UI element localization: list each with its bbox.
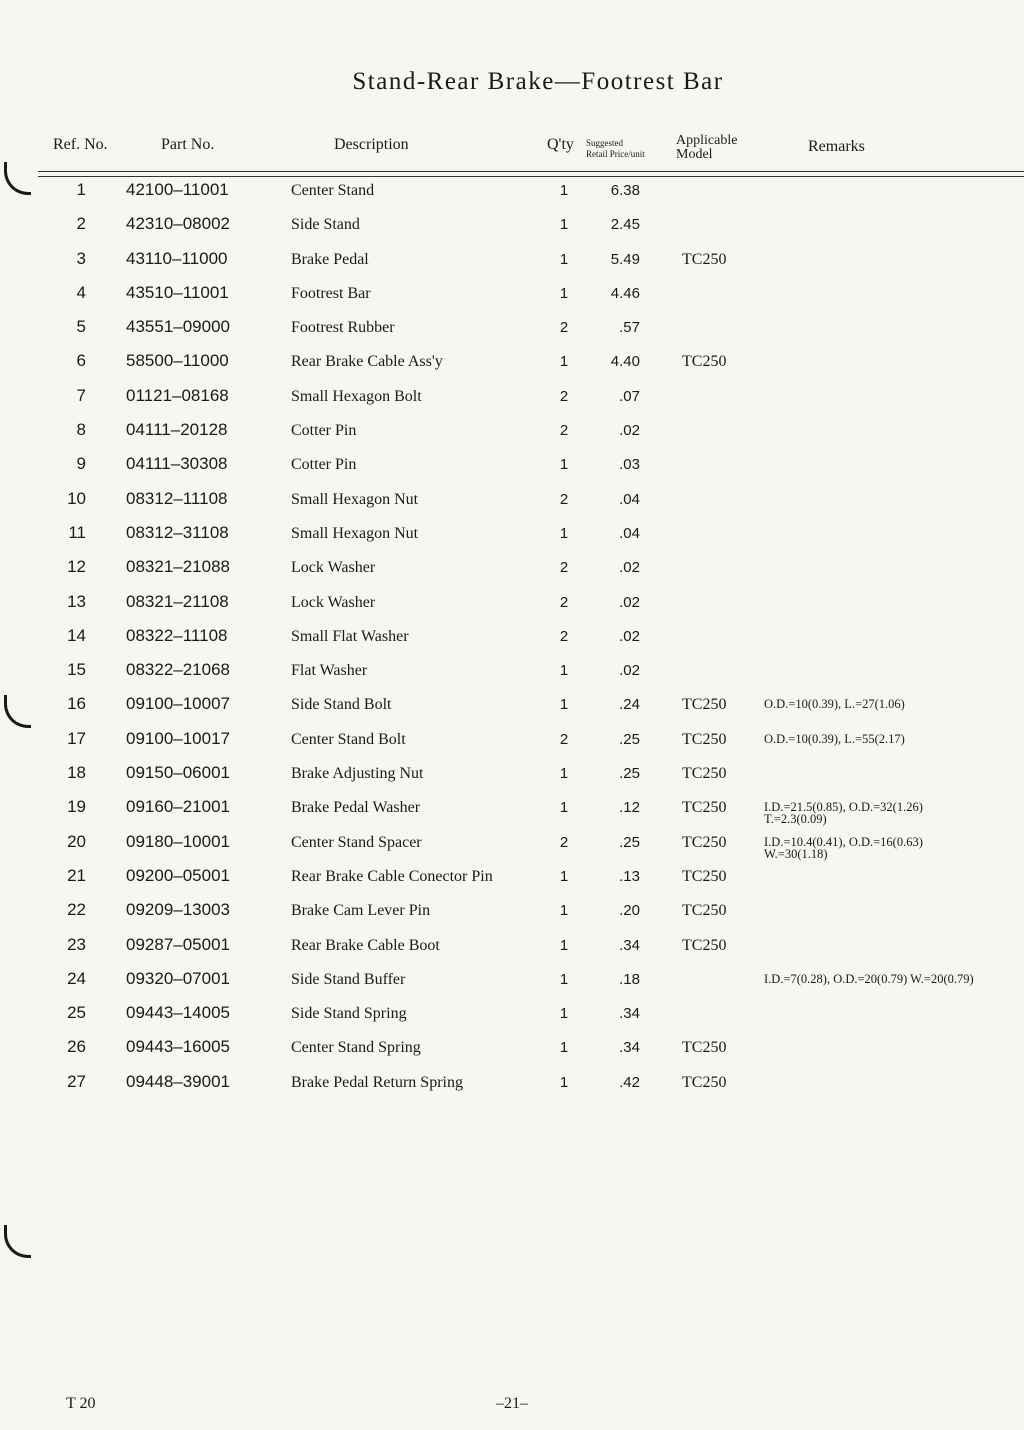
qty-cell: 1 xyxy=(559,1073,569,1091)
ref-no-cell: 3 xyxy=(76,248,86,268)
remarks-cell: O.D.=10(0.39), L.=27(1.06) xyxy=(764,697,905,712)
part-no-cell: 09448–39001 xyxy=(126,1071,231,1091)
model-cell: TC250 xyxy=(682,765,727,783)
ref-no-cell: 15 xyxy=(67,660,86,680)
table-row xyxy=(0,450,1024,484)
table-row xyxy=(0,1033,1024,1067)
ref-no-cell: 8 xyxy=(76,420,86,440)
ref-no-cell: 20 xyxy=(67,831,86,851)
qty-cell: 1 xyxy=(559,456,569,474)
description-cell: Side Stand Spring xyxy=(291,1005,407,1023)
model-cell: TC250 xyxy=(682,833,727,851)
price-cell: .02 xyxy=(619,559,640,577)
remarks-cell: O.D.=10(0.39), L.=55(2.17) xyxy=(764,731,905,746)
description-cell: Lock Washer xyxy=(291,593,376,611)
page-title: Stand-Rear Brake—Footrest Bar xyxy=(352,68,724,95)
ref-no-cell: 7 xyxy=(76,385,86,405)
ref-no-cell: 6 xyxy=(76,351,86,371)
description-cell: Small Hexagon Nut xyxy=(291,524,419,542)
qty-cell: 2 xyxy=(559,730,569,748)
description-cell: Side Stand xyxy=(291,216,360,234)
price-cell: .24 xyxy=(619,696,640,714)
model-cell: TC250 xyxy=(682,902,727,920)
description-cell: Flat Washer xyxy=(291,662,368,680)
qty-cell: 1 xyxy=(559,902,569,920)
qty-cell: 1 xyxy=(559,250,569,268)
table-row xyxy=(0,828,1024,862)
description-cell: Brake Cam Lever Pin xyxy=(291,902,431,920)
table-row xyxy=(0,519,1024,553)
ref-no-cell: 2 xyxy=(76,214,86,234)
part-no-cell: 09320–07001 xyxy=(126,968,231,988)
description-cell: Center Stand xyxy=(291,182,375,199)
table-row xyxy=(0,793,1024,827)
price-cell: .25 xyxy=(619,765,640,783)
model-cell: TC250 xyxy=(682,1039,727,1057)
ref-no-cell: 4 xyxy=(76,282,86,302)
part-no-cell: 08322–21068 xyxy=(126,660,231,680)
ref-no-cell: 18 xyxy=(67,763,86,783)
part-no-cell: 43110–11000 xyxy=(126,248,228,268)
table-row xyxy=(0,588,1024,622)
ref-no-cell: 26 xyxy=(67,1037,86,1057)
price-cell: .18 xyxy=(619,970,640,988)
ref-no-cell: 13 xyxy=(67,591,86,611)
model-cell: TC250 xyxy=(682,730,727,748)
qty-cell: 2 xyxy=(559,319,569,337)
price-cell: .20 xyxy=(619,902,640,920)
description-cell: Footrest Rubber xyxy=(291,319,395,337)
header-price-line2: Retail Price/unit xyxy=(586,149,645,159)
price-cell: .34 xyxy=(619,1039,640,1057)
model-cell: TC250 xyxy=(682,1073,727,1091)
qty-cell: 1 xyxy=(559,970,569,988)
part-no-cell: 09180–10001 xyxy=(126,831,231,851)
ref-no-cell: 23 xyxy=(67,934,86,954)
description-cell: Center Stand Spring xyxy=(291,1039,421,1057)
qty-cell: 1 xyxy=(559,1039,569,1057)
parts-table xyxy=(0,176,1024,1102)
table-row xyxy=(0,1068,1024,1102)
header-price-line1: Suggested xyxy=(586,138,623,148)
table-row xyxy=(0,313,1024,347)
part-no-cell: 09443–14005 xyxy=(126,1003,231,1023)
qty-cell: 1 xyxy=(559,216,569,234)
model-cell: TC250 xyxy=(682,799,727,817)
price-cell: .57 xyxy=(619,319,640,337)
part-no-cell: 08321–21108 xyxy=(126,591,229,611)
part-no-cell: 09150–06001 xyxy=(126,763,231,783)
description-cell: Lock Washer xyxy=(291,559,376,577)
ref-no-cell: 14 xyxy=(67,625,86,645)
qty-cell: 2 xyxy=(559,559,569,577)
price-cell: .12 xyxy=(619,799,640,817)
header-rule xyxy=(38,171,1024,172)
table-row xyxy=(0,210,1024,244)
ref-no-cell: 5 xyxy=(76,317,86,337)
price-cell: .34 xyxy=(619,936,640,954)
description-cell: Cotter Pin xyxy=(291,456,357,474)
page-number: –21– xyxy=(496,1395,528,1412)
part-no-cell: 58500–11000 xyxy=(126,351,229,371)
table-row xyxy=(0,896,1024,930)
ref-no-cell: 9 xyxy=(76,454,86,474)
description-cell: Rear Brake Cable Ass'y xyxy=(291,353,443,371)
price-cell: 5.49 xyxy=(610,250,640,268)
model-cell: TC250 xyxy=(682,867,727,885)
table-row xyxy=(0,862,1024,896)
price-cell: .34 xyxy=(619,1005,640,1023)
ref-no-cell: 25 xyxy=(67,1003,86,1023)
table-row xyxy=(0,279,1024,313)
ref-no-cell: 16 xyxy=(67,694,86,714)
footer-code: T 20 xyxy=(66,1395,96,1412)
ref-no-cell: 21 xyxy=(67,865,86,885)
price-cell: .25 xyxy=(619,833,640,851)
table-row xyxy=(0,416,1024,450)
table-row xyxy=(0,931,1024,965)
price-cell: 4.46 xyxy=(610,284,640,302)
part-no-cell: 08312–11108 xyxy=(126,488,228,508)
description-cell: Side Stand Buffer xyxy=(291,970,406,988)
remarks-cell: I.D.=10.4(0.41), O.D.=16(0.63) W.=30(1.18) xyxy=(764,834,923,861)
description-cell: Center Stand Spacer xyxy=(291,833,422,851)
part-no-cell: 04111–20128 xyxy=(126,420,228,440)
part-no-cell: 42310–08002 xyxy=(126,214,231,234)
description-cell: Brake Pedal xyxy=(291,250,369,268)
price-cell: 6.38 xyxy=(610,182,640,199)
ref-no-cell: 12 xyxy=(67,557,86,577)
description-cell: Cotter Pin xyxy=(291,422,357,440)
table-row xyxy=(0,347,1024,381)
part-no-cell: 43510–11001 xyxy=(126,282,229,302)
ref-no-cell: 24 xyxy=(67,968,86,988)
part-no-cell: 04111–30308 xyxy=(126,454,228,474)
qty-cell: 1 xyxy=(559,284,569,302)
description-cell: Brake Adjusting Nut xyxy=(291,765,424,783)
header-part-no: Part No. xyxy=(161,136,215,153)
table-row xyxy=(0,965,1024,999)
table-row xyxy=(0,690,1024,724)
price-cell: .02 xyxy=(619,627,640,645)
qty-cell: 1 xyxy=(559,696,569,714)
qty-cell: 1 xyxy=(559,662,569,680)
table-row xyxy=(0,759,1024,793)
description-cell: Small Hexagon Nut xyxy=(291,490,419,508)
price-cell: .04 xyxy=(619,490,640,508)
description-cell: Rear Brake Cable Conector Pin xyxy=(291,867,493,885)
price-cell: .04 xyxy=(619,524,640,542)
qty-cell: 2 xyxy=(559,833,569,851)
description-cell: Brake Pedal Return Spring xyxy=(291,1073,463,1091)
remarks-cell: I.D.=21.5(0.85), O.D.=32(1.26) T.=2.3(0.09) xyxy=(764,800,923,827)
qty-cell: 2 xyxy=(559,387,569,405)
table-row xyxy=(0,656,1024,690)
model-cell: TC250 xyxy=(682,353,727,371)
table-row xyxy=(0,245,1024,279)
table-row xyxy=(0,999,1024,1033)
description-cell: Rear Brake Cable Boot xyxy=(291,936,440,954)
part-no-cell: 08322–11108 xyxy=(126,625,228,645)
ref-no-cell: 22 xyxy=(67,900,86,920)
header-remarks: Remarks xyxy=(808,138,865,155)
part-no-cell: 42100–11001 xyxy=(126,180,229,199)
qty-cell: 1 xyxy=(559,182,569,199)
table-row xyxy=(0,176,1024,210)
part-no-cell: 08321–21088 xyxy=(126,557,231,577)
qty-cell: 2 xyxy=(559,593,569,611)
ref-no-cell: 19 xyxy=(67,797,86,817)
qty-cell: 1 xyxy=(559,765,569,783)
price-cell: .13 xyxy=(619,867,640,885)
table-row xyxy=(0,553,1024,587)
part-no-cell: 43551–09000 xyxy=(126,317,231,337)
header-qty: Q'ty xyxy=(547,136,574,153)
ref-no-cell: 1 xyxy=(76,180,86,199)
qty-cell: 1 xyxy=(559,524,569,542)
qty-cell: 2 xyxy=(559,627,569,645)
remarks-cell: I.D.=7(0.28), O.D.=20(0.79) W.=20(0.79) xyxy=(764,971,974,986)
part-no-cell: 09200–05001 xyxy=(126,865,231,885)
price-cell: .42 xyxy=(619,1073,640,1091)
price-cell: .02 xyxy=(619,662,640,680)
description-cell: Small Hexagon Bolt xyxy=(291,387,422,405)
ref-no-cell: 27 xyxy=(67,1071,86,1091)
description-cell: Side Stand Bolt xyxy=(291,696,392,714)
description-cell: Center Stand Bolt xyxy=(291,730,406,748)
part-no-cell: 09209–13003 xyxy=(126,900,231,920)
description-cell: Small Flat Washer xyxy=(291,627,409,645)
price-cell: .02 xyxy=(619,593,640,611)
part-no-cell: 09443–16005 xyxy=(126,1037,231,1057)
table-row xyxy=(0,485,1024,519)
header-description: Description xyxy=(334,136,409,153)
header-applicable-line2: Model xyxy=(676,147,713,162)
qty-cell: 1 xyxy=(559,1005,569,1023)
price-cell: .07 xyxy=(619,387,640,405)
model-cell: TC250 xyxy=(682,696,727,714)
qty-cell: 1 xyxy=(559,867,569,885)
binder-hole-mark xyxy=(4,1225,31,1258)
part-no-cell: 09287–05001 xyxy=(126,934,231,954)
ref-no-cell: 11 xyxy=(68,522,86,542)
ref-no-cell: 10 xyxy=(67,488,86,508)
price-cell: .02 xyxy=(619,422,640,440)
table-row xyxy=(0,622,1024,656)
model-cell: TC250 xyxy=(682,250,727,268)
table-row xyxy=(0,382,1024,416)
part-no-cell: 09160–21001 xyxy=(126,797,231,817)
price-cell: 4.40 xyxy=(610,353,640,371)
qty-cell: 1 xyxy=(559,799,569,817)
header-applicable-line1: Applicable xyxy=(676,133,738,148)
qty-cell: 1 xyxy=(559,353,569,371)
qty-cell: 2 xyxy=(559,490,569,508)
part-no-cell: 08312–31108 xyxy=(126,522,229,542)
ref-no-cell: 17 xyxy=(67,728,86,748)
table-row xyxy=(0,725,1024,759)
qty-cell: 1 xyxy=(559,936,569,954)
qty-cell: 2 xyxy=(559,422,569,440)
part-no-cell: 09100–10017 xyxy=(126,728,231,748)
model-cell: TC250 xyxy=(682,936,727,954)
price-cell: .03 xyxy=(619,456,640,474)
description-cell: Brake Pedal Washer xyxy=(291,799,421,817)
part-no-cell: 01121–08168 xyxy=(126,385,229,405)
price-cell: .25 xyxy=(619,730,640,748)
price-cell: 2.45 xyxy=(610,216,640,234)
part-no-cell: 09100–10007 xyxy=(126,694,231,714)
description-cell: Footrest Bar xyxy=(291,284,371,302)
header-ref-no: Ref. No. xyxy=(53,136,108,153)
